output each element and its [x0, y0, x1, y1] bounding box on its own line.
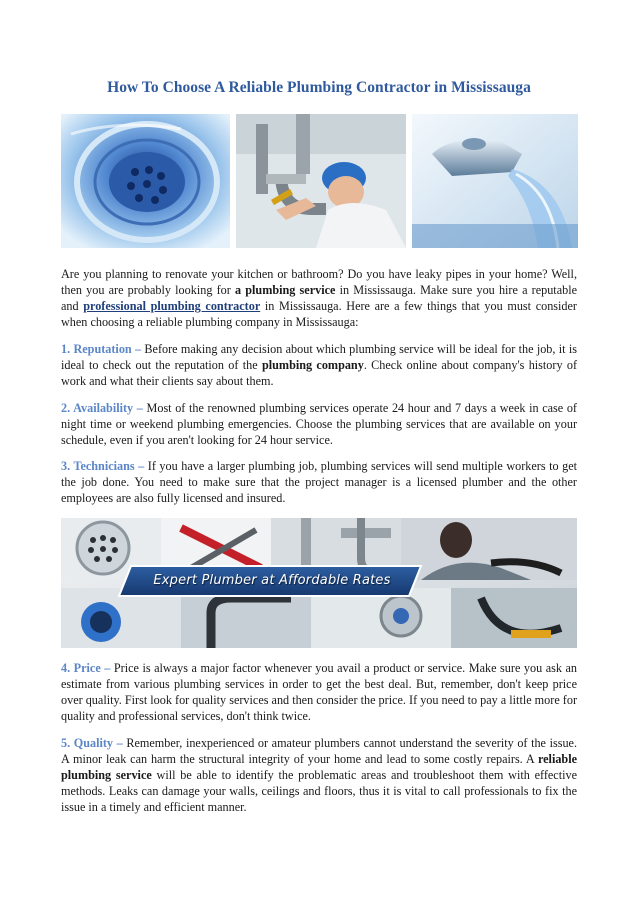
availability-paragraph — [61, 400, 577, 448]
technicians-paragraph — [61, 458, 577, 506]
quality-text: Remember, inexperienced or amateur plumbers cannot understand the severity of the issue. A minor leak can harm the structural integrity of your home and lead to some costly repairs. A — [61, 736, 577, 766]
expert-plumber-banner — [61, 518, 577, 648]
professional-plumbing-contractor-link[interactable]: professional plumbing contractor — [83, 299, 261, 313]
reputation-paragraph — [61, 341, 577, 389]
reputation-heading: 1. Reputation – — [61, 342, 142, 356]
intro-text: Are you planning to renovate your kitchen or bathroom? Do you have leaky pipes in your home? Well, then you are probably looking for — [61, 267, 577, 297]
quality-heading: 5. Quality – — [61, 736, 123, 750]
reputation-text: Before making any decision about which plumbing service will be ideal for the job, it is ideal to check out the reputation of the — [61, 342, 577, 372]
faucet-photo — [412, 114, 578, 248]
banner-text: Expert Plumber at Affordable Rates — [153, 573, 391, 588]
price-heading: 4. Price – — [61, 661, 111, 675]
intro-text: in Mississauga. Make sure you hire a reputable and — [61, 283, 577, 313]
drain-photo — [61, 114, 230, 248]
quality-paragraph — [61, 735, 577, 815]
page-title: How To Choose A Reliable Plumbing Contractor in Mississauga — [107, 79, 531, 96]
quality-text: will be able to identify the problematic areas and troubleshoot them with effective methods. Leaks can damage your walls, ceilings and floors, thus it is vital to call professionals to fix the issue in a timely and efficient manner. — [61, 768, 577, 814]
availability-text: Most of the renowned plumbing services operate 24 hour and 7 days a week in case of night time or weekend plumbing emergencies. Choose the plumbing services that are available on your schedule, even if you aren't looking for 24 hour service. — [61, 401, 577, 447]
plumber-photo — [236, 114, 406, 248]
intro-paragraph — [61, 266, 577, 330]
reputation-text: . Check online about company's history of work and what their clients say about them. — [61, 358, 578, 388]
intro-text: in Mississauga. Here are a few things that you must consider when choosing a reliable plumbing company in Mississauga: — [61, 299, 577, 329]
reputation-bold: plumbing company — [261, 358, 364, 372]
availability-heading: 2. Availability – — [61, 401, 143, 415]
price-text: Price is always a major factor whenever you avail a product or service. Make sure you ask an estimate from various plumbing services in order to get the best deal. But, remember, don't keep price over quality. First look for quality services and then consider the price. If you need to pay a little more for quality and professional services, don't think twice. — [61, 661, 577, 723]
price-paragraph — [61, 660, 577, 724]
technicians-heading: 3. Technicians – — [61, 459, 145, 473]
technicians-text: If you have a larger plumbing job, plumbing services will send multiple workers to get the job done. You need to make sure that the project manager is a licensed plumber and the other employees are also fully licensed and insured. — [61, 459, 577, 505]
intro-bold: a plumbing service — [234, 283, 336, 297]
quality-bold: reliable plumbing service — [61, 752, 577, 782]
